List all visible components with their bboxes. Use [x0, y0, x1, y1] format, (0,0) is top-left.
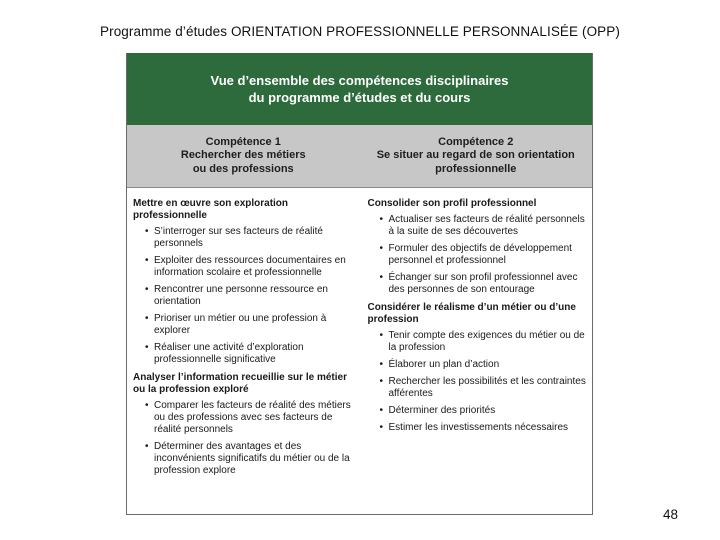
bullet-list — [368, 330, 589, 434]
figure-header-line-1: Vue d’ensemble des compétences disciplinaires — [210, 73, 509, 88]
list-item — [380, 405, 589, 417]
figure-header-line-2: du programme d’études et du cours — [248, 90, 471, 105]
list-item — [380, 422, 589, 434]
bullet-icon: • — [145, 284, 149, 295]
bullet-list — [368, 214, 589, 296]
bullet-icon: • — [145, 255, 149, 266]
bullet-list — [133, 226, 356, 366]
list-item — [145, 441, 356, 477]
competence-2-subtitle-line-2: professionnelle — [435, 162, 517, 175]
competence-header-row — [127, 125, 592, 188]
list-item-text: Rencontrer une personne ressource en orientation — [154, 284, 328, 307]
section-heading: Considérer le réalisme d’un métier ou d’une profession — [367, 302, 576, 325]
page-title: Programme d’études ORIENTATION PROFESSIONNELLE PERSONNALISÉE (OPP) — [100, 24, 620, 39]
section-heading: Consolider son profil professionnel — [367, 198, 537, 209]
list-item — [380, 330, 589, 354]
list-item — [380, 272, 589, 296]
competence-2-header — [360, 125, 593, 187]
figure-header — [127, 53, 592, 125]
list-item-text: Échanger sur son profil professionnel avec des personnes de son entourage — [388, 272, 578, 295]
bullet-icon: • — [145, 441, 149, 452]
list-item — [145, 313, 356, 337]
list-item — [380, 359, 589, 371]
list-item — [145, 400, 356, 436]
bullet-icon: • — [145, 226, 149, 237]
bullet-list — [133, 400, 356, 477]
bullet-icon: • — [379, 405, 384, 416]
section-heading: Analyser l’information recueillie sur le métier ou la profession exploré — [133, 372, 347, 395]
competence-columns — [127, 188, 592, 483]
list-item — [380, 214, 589, 238]
list-item-text: Déterminer des priorités — [388, 405, 496, 416]
competence-1-header — [127, 125, 360, 187]
bullet-icon: • — [145, 342, 149, 353]
bullet-icon: • — [379, 272, 384, 283]
competence-1-title: Compétence 1 — [205, 135, 281, 148]
list-item — [380, 376, 589, 400]
competence-1-subtitle-line-1: Rechercher des métiers — [180, 149, 306, 162]
bullet-icon: • — [145, 313, 149, 324]
list-item-text: Prioriser un métier ou une profession à explorer — [154, 313, 327, 336]
list-item-text: Élaborer un plan d’action — [388, 359, 500, 370]
section-heading: Mettre en œuvre son exploration professionnelle — [133, 198, 289, 221]
competence-2-title: Compétence 2 — [438, 135, 514, 148]
list-item — [145, 255, 356, 279]
list-item — [145, 284, 356, 308]
list-item-text: Exploiter des ressources documentaires en information scolaire et professionnelle — [154, 255, 346, 278]
list-item-text: Déterminer des avantages et des inconvénients significatifs du métier ou de la profession explore — [154, 441, 350, 476]
list-item-text: Estimer les investissements nécessaires — [388, 422, 569, 433]
competence-1-subtitle-line-2: ou des professions — [192, 162, 294, 175]
competences-overview-figure — [126, 53, 593, 515]
bullet-icon: • — [379, 359, 384, 370]
bullet-icon: • — [379, 330, 384, 341]
competence-1-column — [127, 198, 360, 483]
list-item — [145, 342, 356, 366]
list-item — [145, 226, 356, 250]
list-item-text: Rechercher les possibilités et les contraintes afférentes — [388, 376, 586, 399]
bullet-icon: • — [379, 422, 384, 433]
list-item-text: Tenir compte des exigences du métier ou de la profession — [388, 330, 585, 353]
bullet-icon: • — [379, 243, 384, 254]
list-item-text: S’interroger sur ses facteurs de réalité personnels — [154, 226, 323, 249]
list-item — [380, 243, 589, 267]
list-item-text: Réaliser une activité d’exploration professionnelle significative — [154, 342, 304, 365]
competence-2-column — [360, 198, 593, 483]
competence-2-subtitle-line-1: Se situer au regard de son orientation — [376, 149, 575, 162]
list-item-text: Comparer les facteurs de réalité des métiers ou des professions avec ses facteurs de réalité personnels — [154, 400, 351, 435]
bullet-icon: • — [145, 400, 149, 411]
list-item-text: Actualiser ses facteurs de réalité personnels à la suite de ses découvertes — [388, 214, 585, 237]
bullet-icon: • — [379, 214, 384, 225]
page-number: 48 — [662, 507, 678, 522]
list-item-text: Formuler des objectifs de développement personnel et professionnel — [388, 243, 572, 266]
bullet-icon: • — [379, 376, 384, 387]
